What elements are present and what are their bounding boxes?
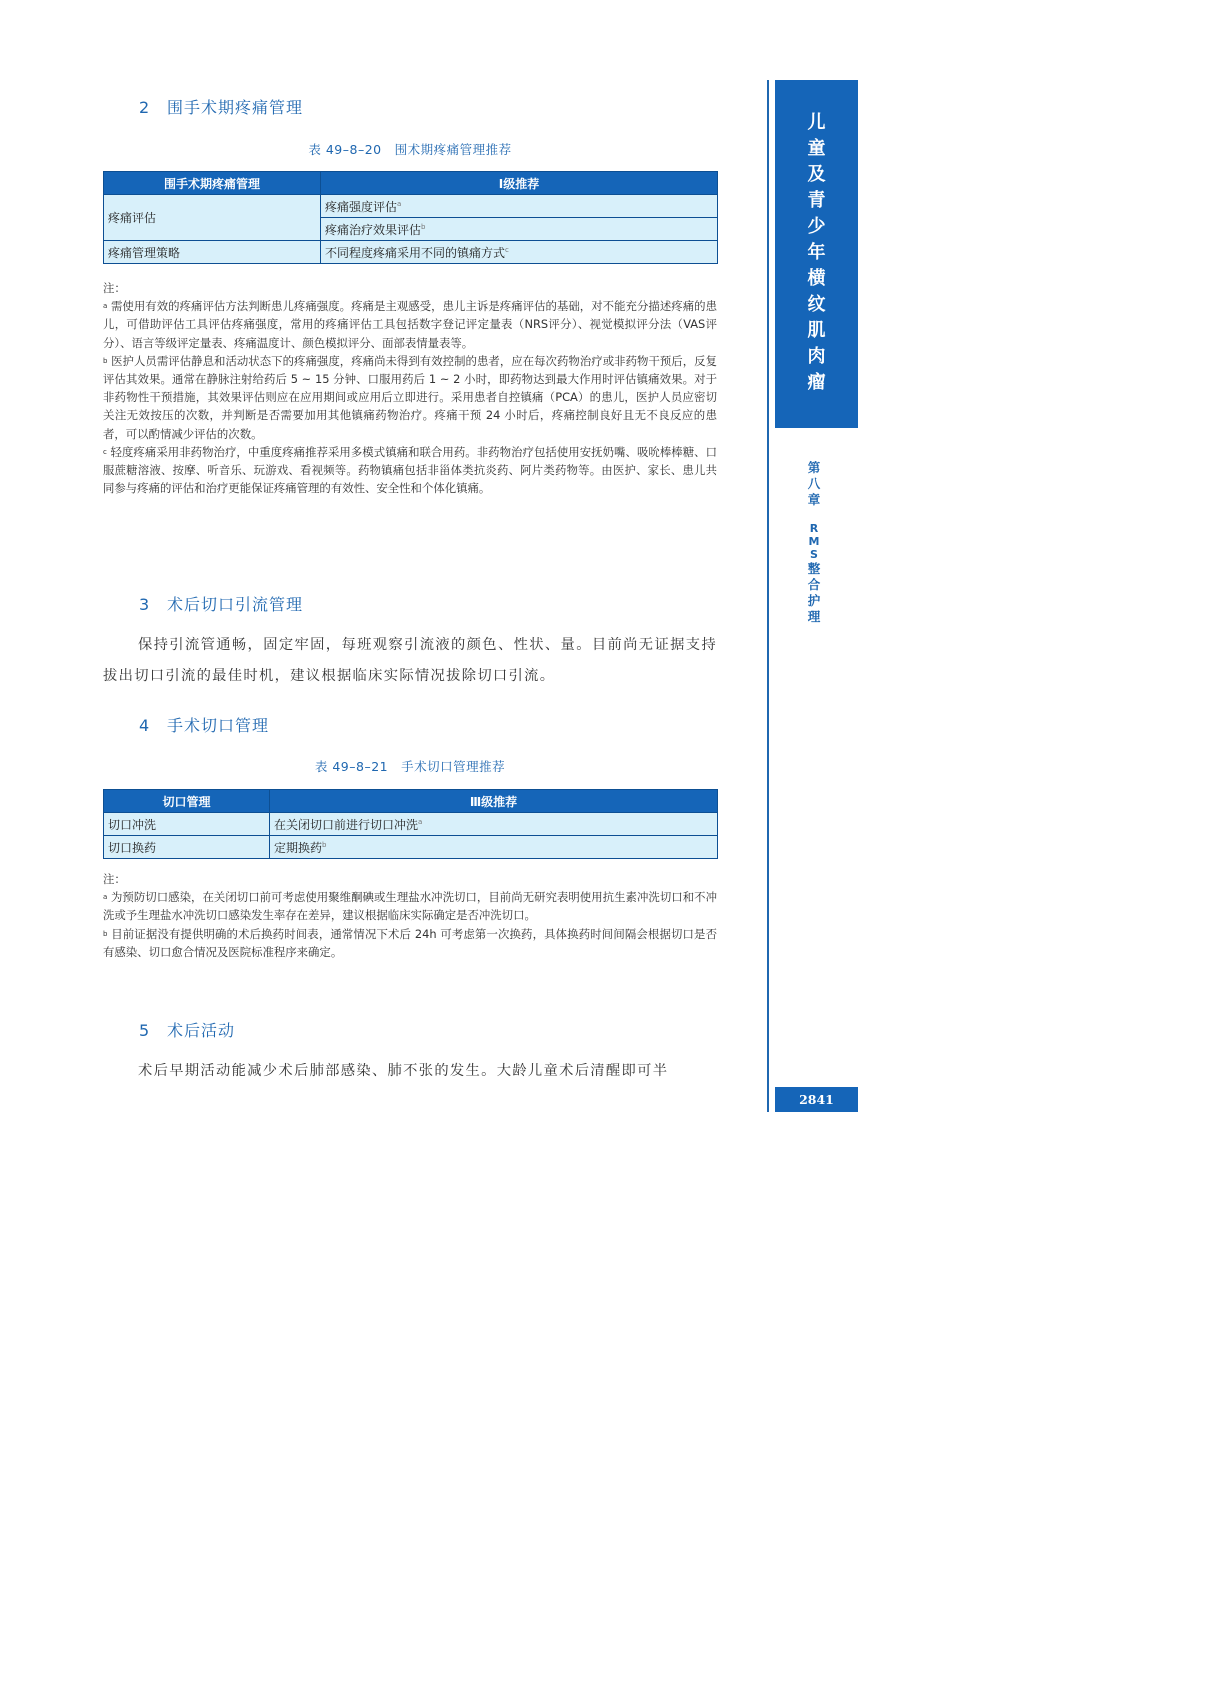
section-3-paragraph: 保持引流管通畅，固定牢固，每班观察引流液的颜色、性状、量。目前尚无证据支持拔出切口引流的最佳时机，建议根据临床实际情况拔除切口引流。 bbox=[103, 637, 717, 684]
table-cell-value: 不同程度疼痛采用不同的镇痛方式$^c$ bbox=[321, 241, 718, 264]
note-a: $^a$ 为预防切口感染，在关闭切口前可考虑使用聚维酮碘或生理盐水冲洗切口，目前尚无研究表明使用抗生素冲洗切口和不冲洗或予生理盐水冲洗切口感染发生率存在差异，建议根据临床实际确定是否冲洗切口。 bbox=[103, 890, 717, 923]
table-2-notes bbox=[103, 870, 717, 961]
note-b: $^b$ 目前证据没有提供明确的术后换药时间表，通常情况下术后 24h 可考虑第一次换药，具体换药时间间隔会根据切口是否有感染、切口愈合情况及医院标准程序来确定。 bbox=[103, 926, 717, 959]
note-b: $^b$ 医护人员需评估静息和活动状态下的疼痛强度，疼痛尚未得到有效控制的患者，应在每次药物治疗或非药物干预后，反复评估其效果。通常在静脉注射给药后 5 ~ 15 分钟、口服用药后 1 ~ 2 小时，即药物达到最大作用时评估镇痛效果。对于非药物性干预措施，其效果评估则应在应用期间或应用后立即进行。采用患者自控镇痛（PCA）的患儿，医护人员应密切关注无效按压的次数，并判断是否需要加用其他镇痛药物治疗。疼痛干预 24 小时后，疼痛控制良好且无不良反应的患者，可以酌情减少评估的次数。 bbox=[103, 353, 717, 441]
table-header-category: 围手术期疼痛管理 bbox=[104, 172, 321, 195]
page-number: 2841 bbox=[775, 1087, 858, 1112]
section-5-paragraph: 术后早期活动能减少术后肺部感染、肺不张的发生。大龄儿童术后清醒即可半 bbox=[138, 1063, 669, 1079]
table-cell-value: 疼痛治疗效果评估$^b$ bbox=[321, 218, 718, 241]
section-4-heading: 4 手术切口管理 bbox=[139, 716, 270, 735]
table-cell-label: 切口换药 bbox=[104, 836, 270, 859]
table-cell-label: 切口冲洗 bbox=[104, 813, 270, 836]
table-cell-value: 在关闭切口前进行切口冲洗$^a$ bbox=[270, 813, 718, 836]
sidebar-divider bbox=[767, 80, 769, 1112]
incision-management-table bbox=[103, 789, 718, 859]
notes-label: 注： bbox=[103, 872, 126, 886]
note-c: $^c$ 轻度疼痛采用非药物治疗，中重度疼痛推荐采用多模式镇痛和联合用药。非药物治疗包括使用安抚奶嘴、吸吮棒棒糖、口服蔗糖溶液、按摩、听音乐、玩游戏、看视频等。药物镇痛包括非甾体类抗炎药、阿片类药物等。由医护、家长、患儿共同参与疼痛的评估和治疗更能保证疼痛管理的有效性、安全性和个体化镇痛。 bbox=[103, 444, 717, 496]
table-header-category: 切口管理 bbox=[104, 790, 270, 813]
section-5-heading: 5 术后活动 bbox=[139, 1021, 236, 1040]
book-title-tab: 儿 童 及 青 少 年 横 纹 肌 肉 瘤 bbox=[775, 80, 858, 428]
table-49-8-20-caption: 表 49–8–20 围术期疼痛管理推荐 bbox=[308, 142, 512, 157]
section-2-heading bbox=[139, 95, 303, 118]
table-cell-value: 定期换药$^b$ bbox=[270, 836, 718, 859]
section-title: 围手术期疼痛管理 bbox=[167, 98, 304, 117]
table-header-recommendation: Ⅰ级推荐 bbox=[321, 172, 718, 195]
table-49-8-21-caption: 表 49–8–21 手术切口管理推荐 bbox=[314, 759, 506, 774]
table-1-notes bbox=[103, 279, 717, 497]
chapter-title-vertical: 第 八 章 R M S 整 合 护 理 bbox=[807, 460, 821, 624]
table-cell-label: 疼痛评估 bbox=[104, 195, 321, 241]
section-number: 2 bbox=[139, 98, 151, 117]
table-cell-value: 疼痛强度评估$^a$ bbox=[321, 195, 718, 218]
notes-label: 注： bbox=[103, 281, 126, 295]
section-3-heading: 3 术后切口引流管理 bbox=[139, 595, 304, 614]
note-a: $^a$ 需使用有效的疼痛评估方法判断患儿疼痛强度。疼痛是主观感受，患儿主诉是疼痛评估的基础，对不能充分描述疼痛的患儿，可借助评估工具评估疼痛强度，常用的疼痛评估工具包括数字登记评定量表（NRS评分）、视觉模拟评分法（VAS评分）、语言等级评定量表、疼痛温度计、颜色模拟评分、面部表情量表等。 bbox=[103, 299, 717, 350]
pain-management-table bbox=[103, 171, 718, 264]
table-header-recommendation: Ⅲ级推荐 bbox=[270, 790, 718, 813]
table-cell-label: 疼痛管理策略 bbox=[104, 241, 321, 264]
